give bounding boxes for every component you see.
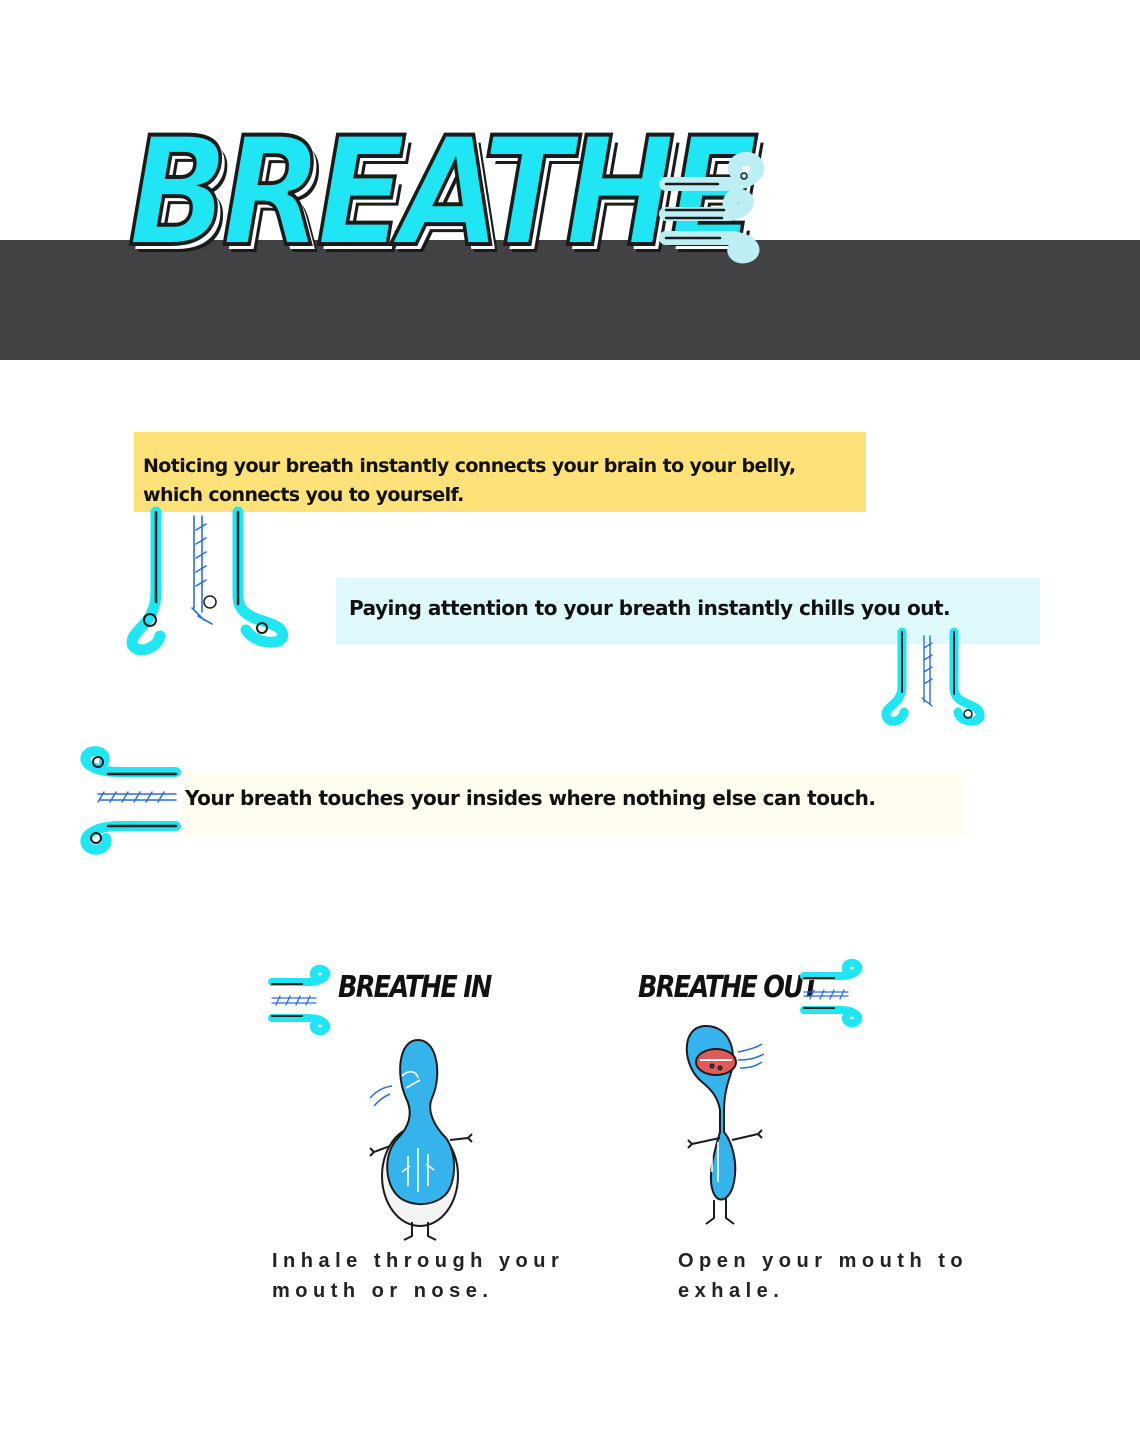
wind-swirl-icon <box>664 158 764 262</box>
wind-swirl-icon <box>272 966 332 1036</box>
info-box-chill: Paying attention to your breath instantly chills you out. <box>336 578 1040 644</box>
breathe-in-heading: BREATHE IN <box>338 970 491 1005</box>
wind-swirl-icon <box>880 632 988 728</box>
info-box-insides: Your breath touches your insides where nothing else can touch. <box>182 771 964 835</box>
page-title: BREATHE <box>128 106 752 280</box>
wind-swirl-icon <box>804 958 864 1024</box>
breathe-in-caption: Inhale through your mouth or nose. <box>272 1250 565 1302</box>
inhaling-spoon-character <box>360 1036 480 1242</box>
breathe-out-heading: BREATHE OUT <box>638 970 818 1005</box>
exhaling-spoon-character <box>672 1022 792 1232</box>
wind-swirl-icon <box>126 512 292 654</box>
breathe-out-caption: Open your mouth to exhale. <box>678 1250 969 1302</box>
info-box-connect: Noticing your breath instantly connects your brain to your belly, which connects you to yourself. <box>134 432 866 512</box>
wind-swirl-icon <box>80 748 180 856</box>
